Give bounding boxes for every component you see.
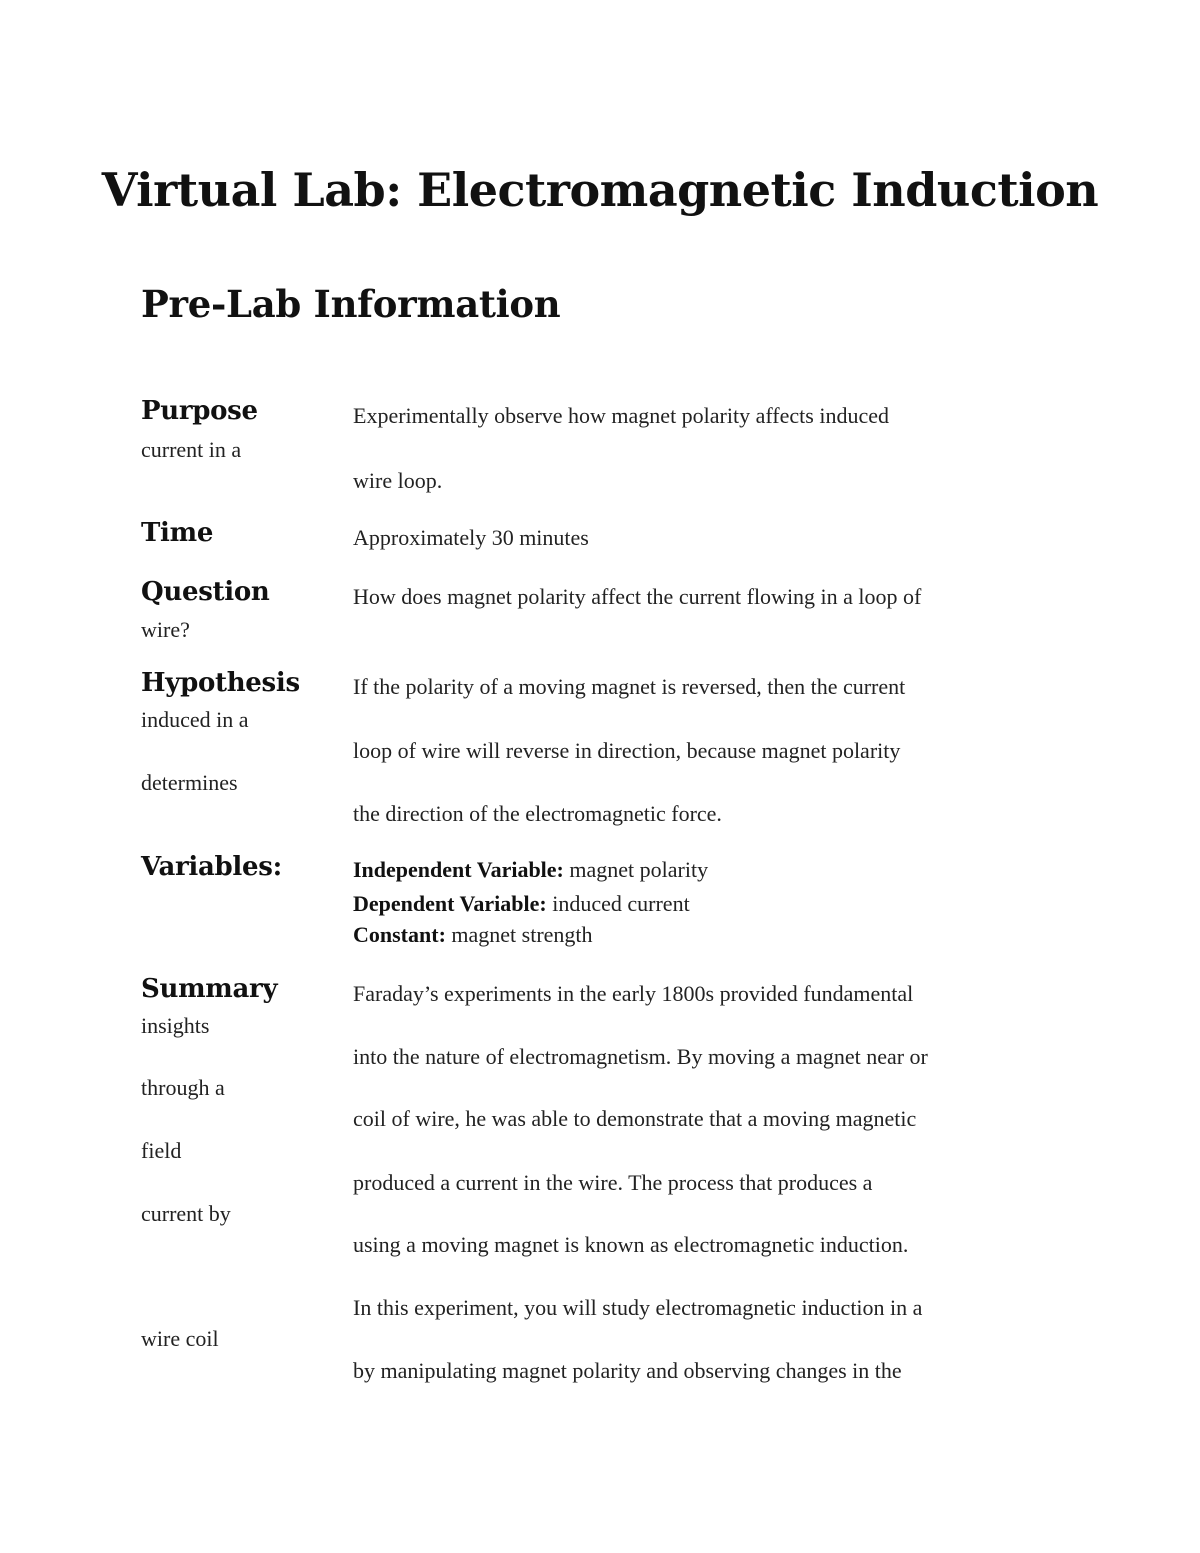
- constant-variable-line: [353, 922, 593, 948]
- independent-variable-line: [353, 857, 708, 883]
- summary-text-line: using a moving magnet is known as electromagnetic induction.: [353, 1232, 909, 1257]
- independent-variable-value: magnet polarity: [563, 857, 709, 882]
- hypothesis-text-line: If the polarity of a moving magnet is reversed, then the current: [353, 674, 906, 699]
- variables-label: Variables:: [141, 852, 282, 882]
- constant-variable-key: Constant:: [353, 922, 446, 947]
- summary-label-continuation: insights: [141, 1013, 210, 1038]
- summary-label-continuation: wire coil: [141, 1326, 219, 1351]
- summary-text-line: into the nature of electromagnetism. By moving a magnet near or: [353, 1044, 928, 1069]
- summary-text-line: coil of wire, he was able to demonstrate that a moving magnetic: [353, 1106, 917, 1131]
- purpose-text-line: wire loop.: [353, 468, 443, 493]
- summary-label-continuation: current by: [141, 1201, 231, 1226]
- purpose-text-line: Experimentally observe how magnet polarity affects induced: [353, 403, 889, 428]
- dependent-variable-key: Dependent Variable:: [353, 891, 547, 916]
- time-label: Time: [141, 518, 214, 548]
- question-label: Question: [141, 577, 270, 607]
- purpose-label: Purpose: [141, 396, 258, 426]
- summary-label-continuation: through a: [141, 1075, 225, 1100]
- time-text-line: Approximately 30 minutes: [353, 525, 589, 550]
- document-title: Virtual Lab: Electromagnetic Induction: [101, 163, 1099, 217]
- question-text-line: How does magnet polarity affect the current flowing in a loop of: [353, 584, 922, 609]
- hypothesis-label-continuation: determines: [141, 770, 238, 795]
- summary-label-continuation: field: [141, 1138, 182, 1163]
- section-heading: Pre-Lab Information: [141, 282, 561, 326]
- constant-variable-value: magnet strength: [445, 922, 593, 947]
- hypothesis-label-continuation: induced in a: [141, 707, 249, 732]
- summary-text-line: In this experiment, you will study electromagnetic induction in a: [353, 1295, 923, 1320]
- hypothesis-text-line: loop of wire will reverse in direction, because magnet polarity: [353, 738, 901, 763]
- hypothesis-label: Hypothesis: [141, 668, 300, 698]
- dependent-variable-line: [353, 891, 690, 917]
- summary-text-line: produced a current in the wire. The process that produces a: [353, 1170, 873, 1195]
- purpose-label-continuation: current in a: [141, 437, 242, 462]
- summary-text-line: by manipulating magnet polarity and observing changes in the: [353, 1358, 902, 1383]
- question-label-continuation: wire?: [141, 617, 190, 642]
- hypothesis-text-line: the direction of the electromagnetic force.: [353, 801, 722, 826]
- independent-variable-key: Independent Variable:: [353, 857, 564, 882]
- dependent-variable-value: induced current: [546, 891, 690, 916]
- summary-label: Summary: [141, 974, 278, 1004]
- summary-text-line: Faraday’s experiments in the early 1800s provided fundamental: [353, 981, 914, 1006]
